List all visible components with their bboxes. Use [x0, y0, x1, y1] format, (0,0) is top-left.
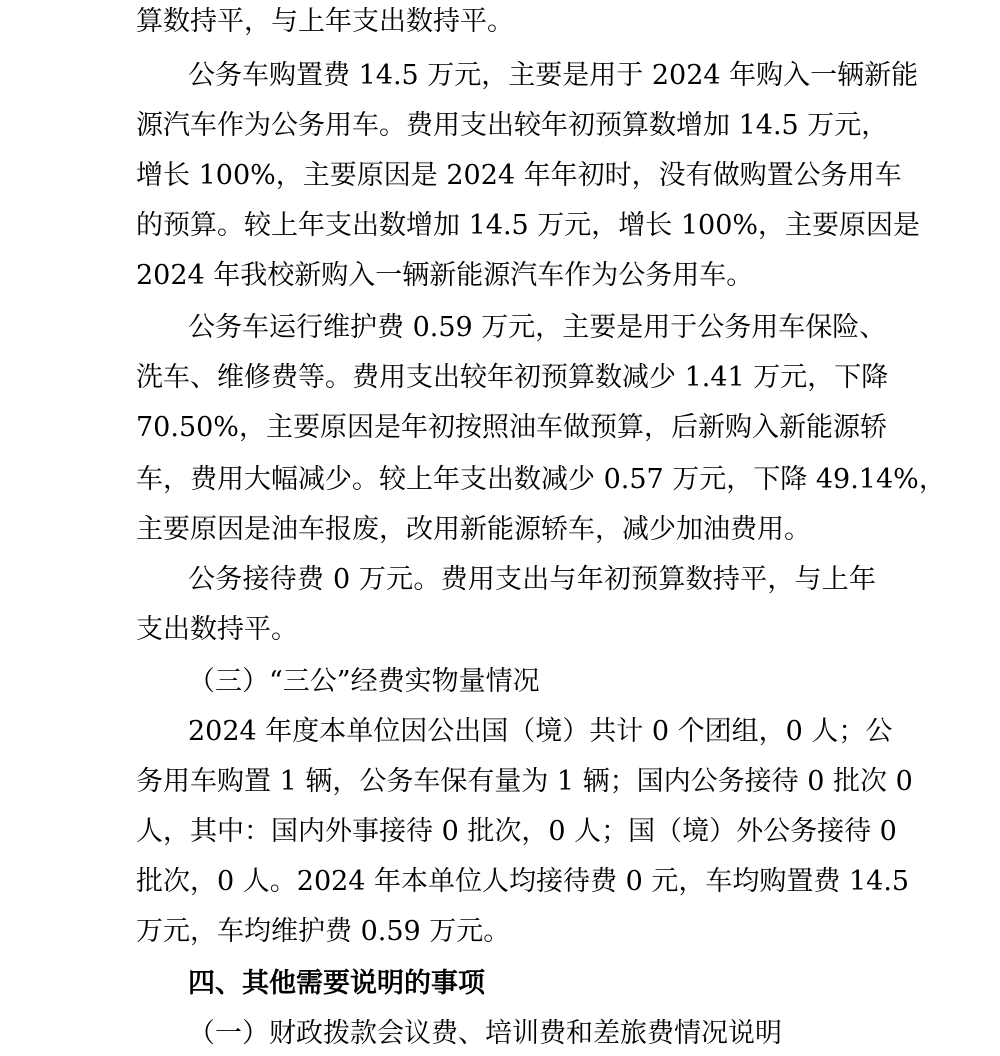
paragraph-line: 2024 年度本单位因公出国（境）共计 0 个团组，0 人；公 [188, 716, 893, 747]
paragraph-line: 70.50%，主要原因是年初按照油车做预算，后新购入新能源轿 [136, 412, 887, 443]
section-subheading: （三）“三公”经费实物量情况 [188, 666, 540, 697]
paragraph-line: 洗车、维修费等。费用支出较年初预算数减少 1.41 万元，下降 [136, 362, 889, 393]
paragraph-line: 务用车购置 1 辆，公务车保有量为 1 辆；国内公务接待 0 批次 0 [136, 766, 913, 797]
paragraph-line: 车，费用大幅减少。较上年支出数减少 0.57 万元，下降 49.14%， [136, 464, 946, 495]
paragraph-line: 算数持平，与上年支出数持平。 [136, 6, 514, 37]
paragraph-line: 公务接待费 0 万元。费用支出与年初预算数持平，与上年 [188, 564, 876, 595]
paragraph-line: 主要原因是油车报废，改用新能源轿车，减少加油费用。 [136, 514, 811, 545]
paragraph-line: 的预算。较上年支出数增加 14.5 万元，增长 100%，主要原因是 [136, 210, 921, 241]
section-heading: 四、其他需要说明的事项 [188, 968, 485, 999]
paragraph-line: 支出数持平。 [136, 614, 298, 645]
paragraph-line: 公务车运行维护费 0.59 万元，主要是用于公务用车保险、 [188, 312, 887, 343]
paragraph-line: 万元，车均维护费 0.59 万元。 [136, 916, 511, 947]
paragraph-line: 增长 100%，主要原因是 2024 年年初时，没有做购置公务用车 [136, 160, 902, 191]
paragraph-line: 2024 年我校新购入一辆新能源汽车作为公务用车。 [136, 260, 754, 291]
paragraph-line: 批次，0 人。2024 年本单位人均接待费 0 元，车均购置费 14.5 [136, 866, 910, 897]
paragraph-line: 公务车购置费 14.5 万元，主要是用于 2024 年购入一辆新能 [188, 60, 919, 91]
paragraph-line: 人，其中：国内外事接待 0 批次，0 人；国（境）外公务接待 0 [136, 816, 897, 847]
section-subheading: （一）财政拨款会议费、培训费和差旅费情况说明 [188, 1018, 782, 1049]
paragraph-line: 源汽车作为公务用车。费用支出较年初预算数增加 14.5 万元， [136, 110, 889, 141]
